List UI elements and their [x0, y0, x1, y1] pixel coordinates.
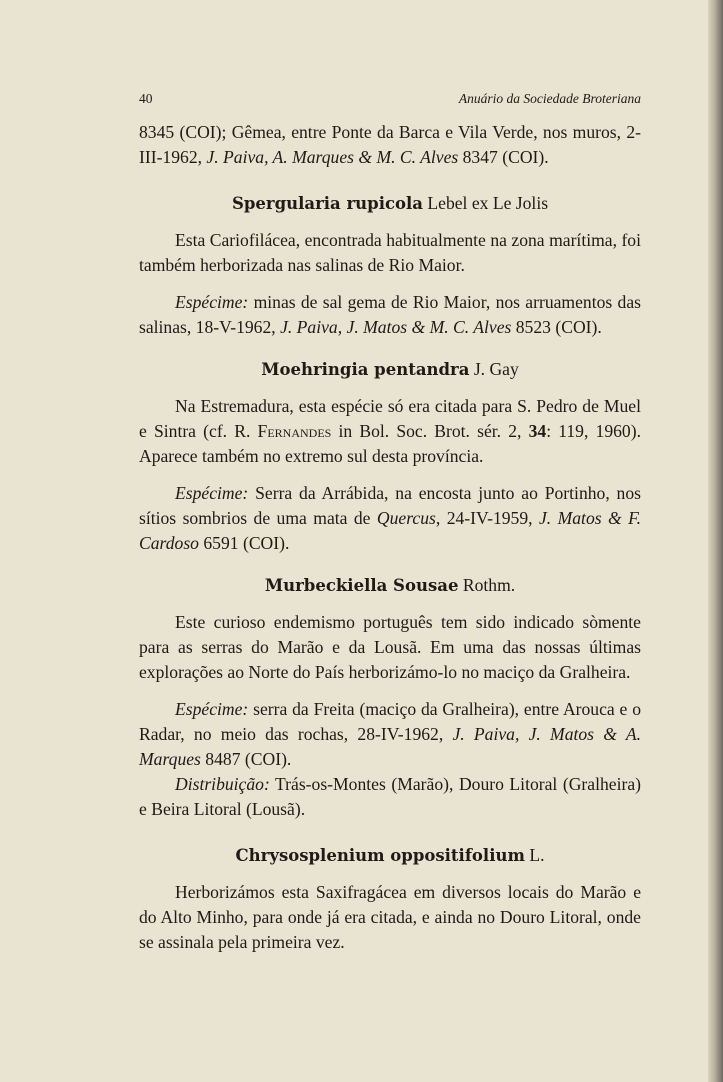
journal-title: Anuário da Sociedade Broteriana [458, 91, 641, 106]
species-description: Esta Cariofilácea, encontrada habitualmente na zona marítima, foi também herborizada nas salinas de Rio Maior. [139, 230, 641, 275]
specimen-record: Espécime: Serra da Arrábida, na encosta junto ao Portinho, nos sítios sombrios de uma mata de Quercus, 24-IV-1959, J. Matos & F. Cardoso 6591 (COI). [139, 483, 641, 553]
specimen-record: Espécime: serra da Freita (maciço da Gralheira), entre Arouca e o Radar, no meio das rochas, 28-IV-1962, J. Paiva, J. Matos & A. Marques 8487 (COI). [139, 699, 641, 769]
specimen-record: Espécime: minas de sal gema de Rio Maior, nos arruamentos das salinas, 18-V-1962, J. Paiva, J. Matos & M. C. Alves 8523 (COI). [139, 292, 641, 337]
running-head [139, 91, 641, 107]
species-heading-murbeckiella: Murbeckiella Sousae Rothm. [264, 575, 516, 595]
page-edge-shadow [708, 0, 723, 1082]
species-description: Este curioso endemismo português tem sido indicado sòmente para as serras do Marão e da Lousã. Em uma das nossas últimas explorações ao Norte do País herborizámo-lo no maciço da Gralheira. [139, 612, 641, 682]
species-description: Na Estremadura, esta espécie só era citada para S. Pedro de Muel e Sintra (cf. R. Fernandes in Bol. Soc. Brot. sér. 2, 34: 119, 1960). Aparece também no extremo sul desta província. [139, 396, 641, 466]
species-description: Herborizámos esta Saxifragácea em diversos locais do Marão e do Alto Minho, para onde já era citada, e ainda no Douro Litoral, onde se assinala pela primeira vez. [139, 882, 641, 952]
continued-paragraph: 8345 (COI); Gêmea, entre Ponte da Barca e Vila Verde, nos muros, 2-III-1962, J. Paiva, A. Marques & M. C. Alves 8347 (COI). [139, 122, 641, 167]
species-heading-chrysosplenium: Chrysosplenium oppositifolium L. [235, 845, 545, 865]
species-heading-moehringia: Moehringia pentandra J. Gay [261, 359, 519, 379]
distribution-record: Distribuição: Trás-os-Montes (Marão), Douro Litoral (Gralheira) e Beira Litoral (Lousã). [139, 774, 641, 819]
page-number: 40 [139, 91, 153, 106]
page-body [139, 120, 641, 955]
species-heading-spergularia: Spergularia rupicola Lebel ex Le Jolis [231, 193, 549, 213]
